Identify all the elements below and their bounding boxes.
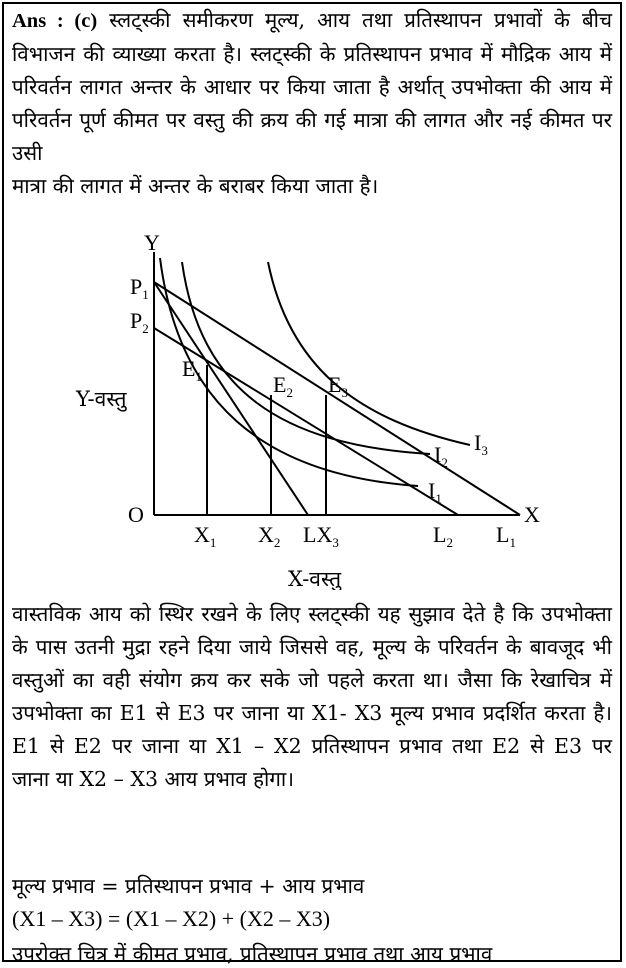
svg-text:LX3: $LX_3$: [303, 522, 339, 550]
svg-text:X2: $X_2$: [258, 522, 281, 550]
x-good-label: X-वस्तु: [288, 567, 342, 590]
svg-text:P2: $P_2$: [130, 308, 149, 336]
svg-text:E2: $E_2$: [273, 372, 293, 400]
formula: (X1 – X3) = (X1 – X2) + (X2 – X3): [12, 906, 331, 931]
slutsky-diagram: [0, 230, 626, 590]
svg-text:E1: $E_1$: [182, 356, 202, 384]
formula-words: मूल्य प्रभाव = प्रतिस्थापन प्रभाव + आय प्रभाव: [12, 874, 365, 898]
answer-paragraph: [12, 4, 612, 203]
svg-text:I1: $I_1$: [428, 478, 442, 506]
cut-line: उपरोक्त चित्र में कीमत प्रभाव, प्रतिस्थापन प्रभाव तथा आय प्रभाव: [12, 942, 493, 966]
x-axis-label: X: [524, 502, 540, 527]
svg-text:I3: $I_3$: [474, 430, 488, 458]
answer-prefix: Ans : (c): [12, 10, 98, 32]
svg-text:L1: $L_1$: [496, 522, 516, 550]
y-axis-label: Y: [144, 230, 160, 255]
y-good-label: Y-वस्तु: [76, 387, 127, 411]
explanation-last-line: जाना या X2 – X3 आय प्रभाव होगा।: [12, 767, 294, 791]
answer-text: स्लट्स्की समीकरण मूल्य, आय तथा प्रतिस्थापन प्रभावों के बीच विभाजन की व्याख्या करता है। स्लट्स्की के प्रतिस्थापन प्रभाव में मौद्रिक आय में परिवर्तन लागत अन्तर के आधार पर किया जाता है अर्थात् उपभोक्ता की आय में परिवर्तन पूर्ण कीमत पर वस्तु की क्रय की गई मात्रा की लागत और नई कीमत पर उसी: [12, 8, 613, 165]
indifference-curve-i2: [182, 262, 430, 454]
budget-line-p1l1: [154, 282, 520, 515]
svg-text:I2: $I_2$: [434, 442, 448, 470]
svg-text:L2: $L_2$: [433, 522, 453, 550]
budget-line-p2l2: [154, 328, 458, 515]
answer-last-line: मात्रा की लागत में अन्तर के बराबर किया जाता है।: [12, 174, 379, 198]
svg-text:P1: $P_1$: [130, 274, 149, 302]
explanation-text: वास्तविक आय को स्थिर रखने के लिए स्लट्स्की यह सुझाव देते है कि उपभोक्ता के पास उतनी मुद्रा रहने दिया जाये जिससे वह, मूल्य के परिवर्तन के बावजूद भी वस्तुओं का वही संयोग क्रय कर सके जो पहले करता था। जैसा कि रेखाचित्र में उपभोक्ता का E1 से E3 पर जाना या X1- X3 मूल्य प्रभाव प्रदर्शित करता है। E1 से E2 पर जाना या X1 – X2 प्रतिस्थापन प्रभाव तथा E2 से E3 पर: [12, 602, 612, 758]
explanation-paragraph: [12, 598, 612, 796]
svg-text:E3: $E_3$: [328, 372, 348, 400]
svg-text:X1: $X_1$: [194, 522, 217, 550]
origin-label: O: [128, 502, 144, 527]
